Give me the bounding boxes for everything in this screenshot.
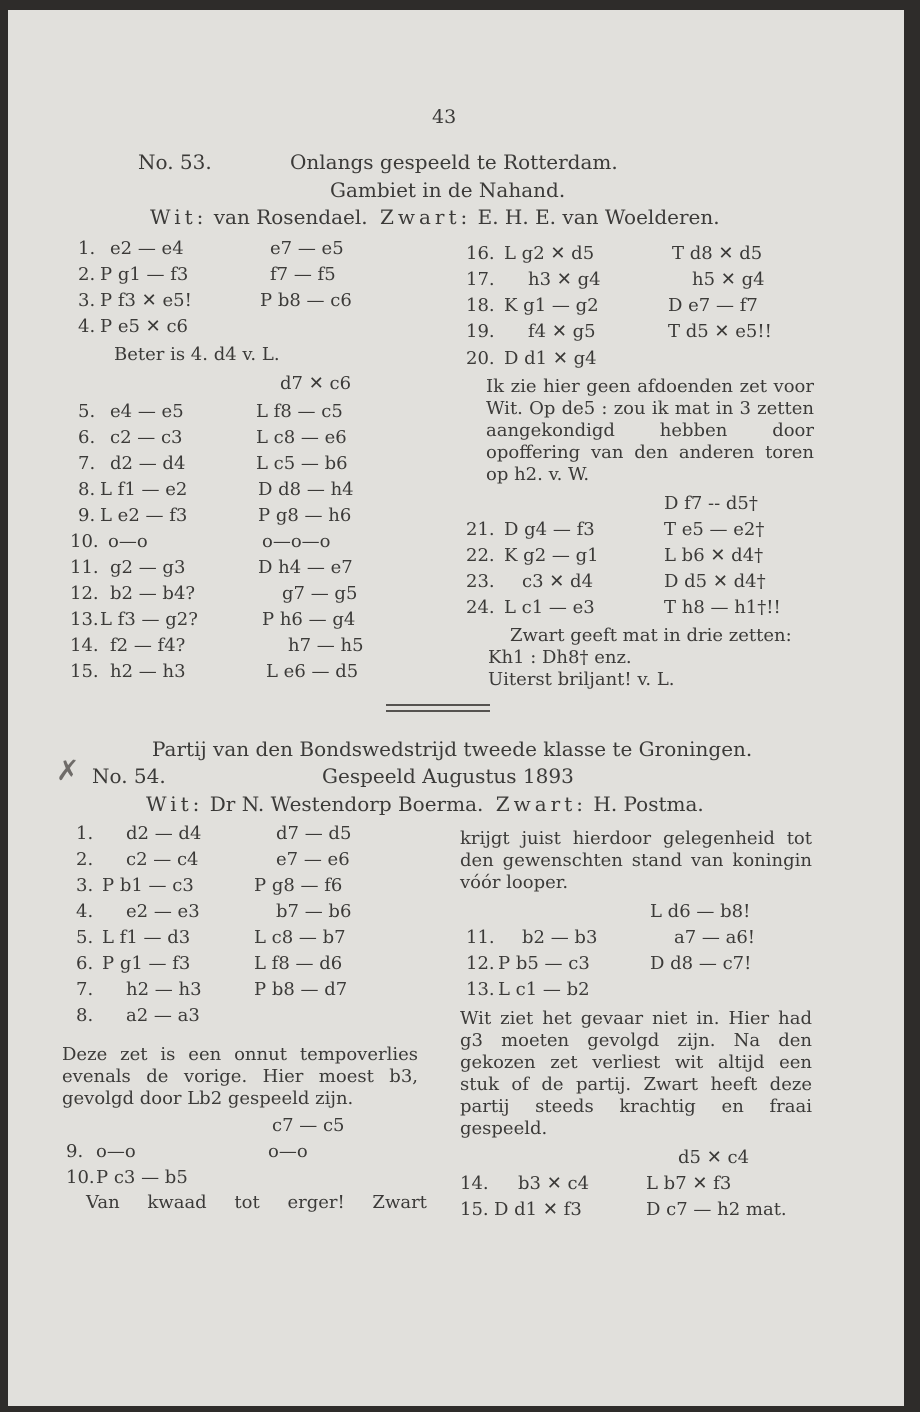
white-move: d2 — d4 xyxy=(110,453,186,474)
move-number: 24. xyxy=(466,597,495,618)
move-row xyxy=(78,426,408,450)
page-number: 43 xyxy=(432,106,457,128)
move-number: 22. xyxy=(466,545,495,566)
move-row xyxy=(466,570,816,594)
annotation: Ik zie hier geen afdoenden zet voor Wit. Op de5 : zou ik mat in 3 zetten aangekondigd hebben door opoffering van den anderen toren op h2. v. W. xyxy=(486,376,814,485)
separator-line xyxy=(386,710,490,712)
move-number: 6. xyxy=(76,953,94,974)
annotation: krijgt juist hierdoor gelegenheid tot den gewenschten stand van koningin vóór looper. xyxy=(460,828,812,893)
annotation: Wit ziet het gevaar niet in. Hier had g3 moeten gevolgd zijn. Na den gekozen zet verliest wit altijd een stuk of de partij. Zwart heeft deze partij steeds krachtig en fraai gespeeld. xyxy=(460,1008,812,1139)
black-move: g7 — g5 xyxy=(282,583,358,604)
black-move: e7 — e6 xyxy=(276,849,350,870)
move-number: 10. xyxy=(66,1167,95,1188)
black-move: D d5 ✕ d4† xyxy=(664,571,766,592)
white-move: h2 — h3 xyxy=(126,979,202,1000)
move-row xyxy=(466,320,816,344)
white-move: P f3 ✕ e5! xyxy=(100,290,192,311)
black-move: L c5 — b6 xyxy=(256,453,348,474)
move-number: 2. xyxy=(78,264,96,285)
move-number: 6. xyxy=(78,427,96,448)
move-number: 17. xyxy=(466,269,495,290)
move-number: 1. xyxy=(78,238,96,259)
black-move: T d5 ✕ e5!! xyxy=(668,321,772,342)
black-move: L f8 — d6 xyxy=(254,953,343,974)
white-label: Wit: xyxy=(146,792,204,816)
annotation: Deze zet is een onnut tempoverlies evenals de vorige. Hier moest b3, gevolgd door Lb2 gespeeld zijn. xyxy=(62,1044,418,1109)
pencil-check-mark: ✗ xyxy=(56,754,80,787)
black-move: P g8 — f6 xyxy=(254,875,343,896)
black-move: e7 — e5 xyxy=(270,238,344,259)
book-page xyxy=(8,10,904,1406)
white-player: Dr N. Westendorp Boerma. xyxy=(209,792,484,816)
black-reply: L d6 — b8! xyxy=(650,901,751,922)
white-move: P b1 — c3 xyxy=(102,875,194,896)
white-move: e4 — e5 xyxy=(110,401,184,422)
game53-players xyxy=(150,205,720,229)
annotation: Van kwaad tot erger! Zwart xyxy=(86,1192,427,1213)
move-row xyxy=(466,952,816,976)
move-row xyxy=(466,294,816,318)
move-row xyxy=(466,926,816,950)
white-move: L f1 — d3 xyxy=(102,927,191,948)
move-row xyxy=(466,544,816,568)
move-number: 19. xyxy=(466,321,495,342)
black-move: T d8 ✕ d5 xyxy=(672,243,763,264)
white-move: P c3 — b5 xyxy=(96,1167,188,1188)
white-move: h3 ✕ g4 xyxy=(528,269,601,290)
game54-intro: Partij van den Bondswedstrijd tweede klasse te Groningen. xyxy=(152,737,753,761)
white-move: P b5 — c3 xyxy=(498,953,590,974)
white-move: b2 — b3 xyxy=(522,927,598,948)
black-move: D d8 — c7! xyxy=(650,953,752,974)
white-move: c2 — c3 xyxy=(110,427,183,448)
move-number: 16. xyxy=(466,243,495,264)
white-move: f4 ✕ g5 xyxy=(528,321,596,342)
move-row xyxy=(78,400,408,424)
move-row xyxy=(76,1004,416,1028)
black-move: f7 — f5 xyxy=(270,264,336,285)
move-row xyxy=(78,478,408,502)
move-row xyxy=(66,1140,416,1164)
move-row xyxy=(466,268,816,292)
black-move: L c8 — e6 xyxy=(256,427,347,448)
white-move: L c1 — b2 xyxy=(498,979,590,1000)
white-move: L f1 — e2 xyxy=(100,479,188,500)
move-number: 3. xyxy=(78,290,96,311)
move-row xyxy=(460,1172,816,1196)
move-number: 23. xyxy=(466,571,495,592)
move-number: 4. xyxy=(78,316,96,337)
white-move: P g1 — f3 xyxy=(100,264,189,285)
move-number: 1. xyxy=(76,823,94,844)
move-number: 9. xyxy=(66,1141,84,1162)
game53-number: No. 53. xyxy=(138,150,212,174)
black-reply: d5 ✕ c4 xyxy=(678,1147,750,1168)
black-move: L f8 — c5 xyxy=(256,401,343,422)
black-move: P b8 — d7 xyxy=(254,979,348,1000)
black-move: D e7 — f7 xyxy=(668,295,758,316)
black-move: D d8 — h4 xyxy=(258,479,354,500)
move-row xyxy=(78,237,408,261)
white-move: P e5 ✕ c6 xyxy=(100,316,188,337)
black-move: o—o xyxy=(268,1141,308,1162)
white-move: f2 — f4? xyxy=(110,635,186,656)
move-row xyxy=(466,978,816,1002)
move-row xyxy=(70,582,408,606)
white-move: D g4 — f3 xyxy=(504,519,595,540)
move-row xyxy=(70,608,408,632)
move-number: 15. xyxy=(460,1199,489,1220)
move-number: 11. xyxy=(466,927,495,948)
white-move: D d1 ✕ f3 xyxy=(494,1199,582,1220)
white-move: e2 — e4 xyxy=(110,238,184,259)
white-move: o—o xyxy=(96,1141,136,1162)
black-move: o—o—o xyxy=(262,531,331,552)
move-row xyxy=(76,822,416,846)
move-number: 9. xyxy=(78,505,96,526)
move-row xyxy=(460,1198,816,1222)
move-number: 15. xyxy=(70,661,99,682)
annotation: Zwart geeft mat in drie zetten: xyxy=(510,625,792,646)
game54-number: No. 54. xyxy=(92,764,166,788)
black-move: h7 — h5 xyxy=(288,635,364,656)
move-number: 2. xyxy=(76,849,94,870)
move-row xyxy=(466,347,816,371)
game54-played: Gespeeld Augustus 1893 xyxy=(322,764,574,788)
black-move: P h6 — g4 xyxy=(262,609,356,630)
move-number: 10. xyxy=(70,531,99,552)
move-row xyxy=(76,952,416,976)
move-number: 12. xyxy=(70,583,99,604)
black-reply: d7 ✕ c6 xyxy=(280,373,352,394)
move-number: 5. xyxy=(76,927,94,948)
white-move: g2 — g3 xyxy=(110,557,186,578)
move-row xyxy=(70,530,408,554)
black-reply: D f7 -- d5† xyxy=(664,493,758,514)
move-number: 18. xyxy=(466,295,495,316)
white-move: e2 — e3 xyxy=(126,901,200,922)
move-row xyxy=(78,315,408,339)
white-move: h2 — h3 xyxy=(110,661,186,682)
black-move: T e5 — e2† xyxy=(664,519,765,540)
white-move: L g2 ✕ d5 xyxy=(504,243,595,264)
move-number: 3. xyxy=(76,875,94,896)
white-move: P g1 — f3 xyxy=(102,953,191,974)
white-move: a2 — a3 xyxy=(126,1005,200,1026)
game53-title: Onlangs gespeeld te Rotterdam. xyxy=(290,150,618,174)
move-row xyxy=(70,634,408,658)
black-move: h5 ✕ g4 xyxy=(692,269,765,290)
move-row xyxy=(78,504,408,528)
black-label: Zwart: xyxy=(495,792,588,816)
move-row xyxy=(466,242,816,266)
black-player: H. Postma. xyxy=(593,792,704,816)
move-number: 14. xyxy=(70,635,99,656)
move-number: 20. xyxy=(466,348,495,369)
move-number: 5. xyxy=(78,401,96,422)
white-label: Wit: xyxy=(150,205,208,229)
move-number: 21. xyxy=(466,519,495,540)
white-move: L e2 — f3 xyxy=(100,505,188,526)
white-move: d2 — d4 xyxy=(126,823,202,844)
move-number: 12. xyxy=(466,953,495,974)
move-number: 14. xyxy=(460,1173,489,1194)
move-row xyxy=(78,452,408,476)
black-move: D h4 — e7 xyxy=(258,557,353,578)
move-row xyxy=(76,900,416,924)
move-number: 8. xyxy=(78,479,96,500)
move-row xyxy=(76,874,416,898)
white-move: b3 ✕ c4 xyxy=(518,1173,590,1194)
move-row xyxy=(70,556,408,580)
white-move: L f3 — g2? xyxy=(100,609,198,630)
game53-opening: Gambiet in de Nahand. xyxy=(330,178,566,202)
move-number: 13. xyxy=(466,979,495,1000)
move-row xyxy=(466,596,816,620)
white-move: K g2 — g1 xyxy=(504,545,599,566)
white-move: c3 ✕ d4 xyxy=(522,571,594,592)
black-move: L b7 ✕ f3 xyxy=(646,1173,732,1194)
white-move: c2 — c4 xyxy=(126,849,199,870)
white-move: b2 — b4? xyxy=(110,583,196,604)
black-reply: c7 — c5 xyxy=(272,1115,345,1136)
move-number: 4. xyxy=(76,901,94,922)
white-move: o—o xyxy=(108,531,148,552)
black-label: Zwart: xyxy=(379,205,472,229)
move-row xyxy=(78,263,408,287)
move-row xyxy=(76,978,416,1002)
move-number: 8. xyxy=(76,1005,94,1026)
white-move: L c1 — e3 xyxy=(504,597,595,618)
black-move: L b6 ✕ d4† xyxy=(664,545,764,566)
black-player: E. H. E. van Woelderen. xyxy=(477,205,720,229)
move-row xyxy=(70,660,408,684)
black-move: b7 — b6 xyxy=(276,901,352,922)
black-move: D c7 — h2 mat. xyxy=(646,1199,787,1220)
move-number: 11. xyxy=(70,557,99,578)
annotation: Beter is 4. d4 v. L. xyxy=(114,344,280,365)
game54-players xyxy=(146,792,704,816)
move-row xyxy=(78,289,408,313)
annotation: Kh1 : Dh8† enz. xyxy=(488,647,632,668)
move-row xyxy=(66,1166,416,1190)
move-number: 13. xyxy=(70,609,99,630)
black-move: d7 — d5 xyxy=(276,823,352,844)
white-player: van Rosendael. xyxy=(213,205,368,229)
black-move: P b8 — c6 xyxy=(260,290,352,311)
black-move: a7 — a6! xyxy=(674,927,756,948)
move-row xyxy=(76,926,416,950)
white-move: D d1 ✕ g4 xyxy=(504,348,597,369)
move-row xyxy=(466,518,816,542)
black-move: L c8 — b7 xyxy=(254,927,346,948)
white-move: K g1 — g2 xyxy=(504,295,599,316)
annotation: Uiterst briljant! v. L. xyxy=(488,669,675,690)
separator-line xyxy=(386,704,490,706)
move-row xyxy=(76,848,416,872)
move-number: 7. xyxy=(78,453,96,474)
black-move: T h8 — h1†!! xyxy=(664,597,781,618)
black-move: L e6 — d5 xyxy=(266,661,359,682)
move-number: 7. xyxy=(76,979,94,1000)
black-move: P g8 — h6 xyxy=(258,505,352,526)
